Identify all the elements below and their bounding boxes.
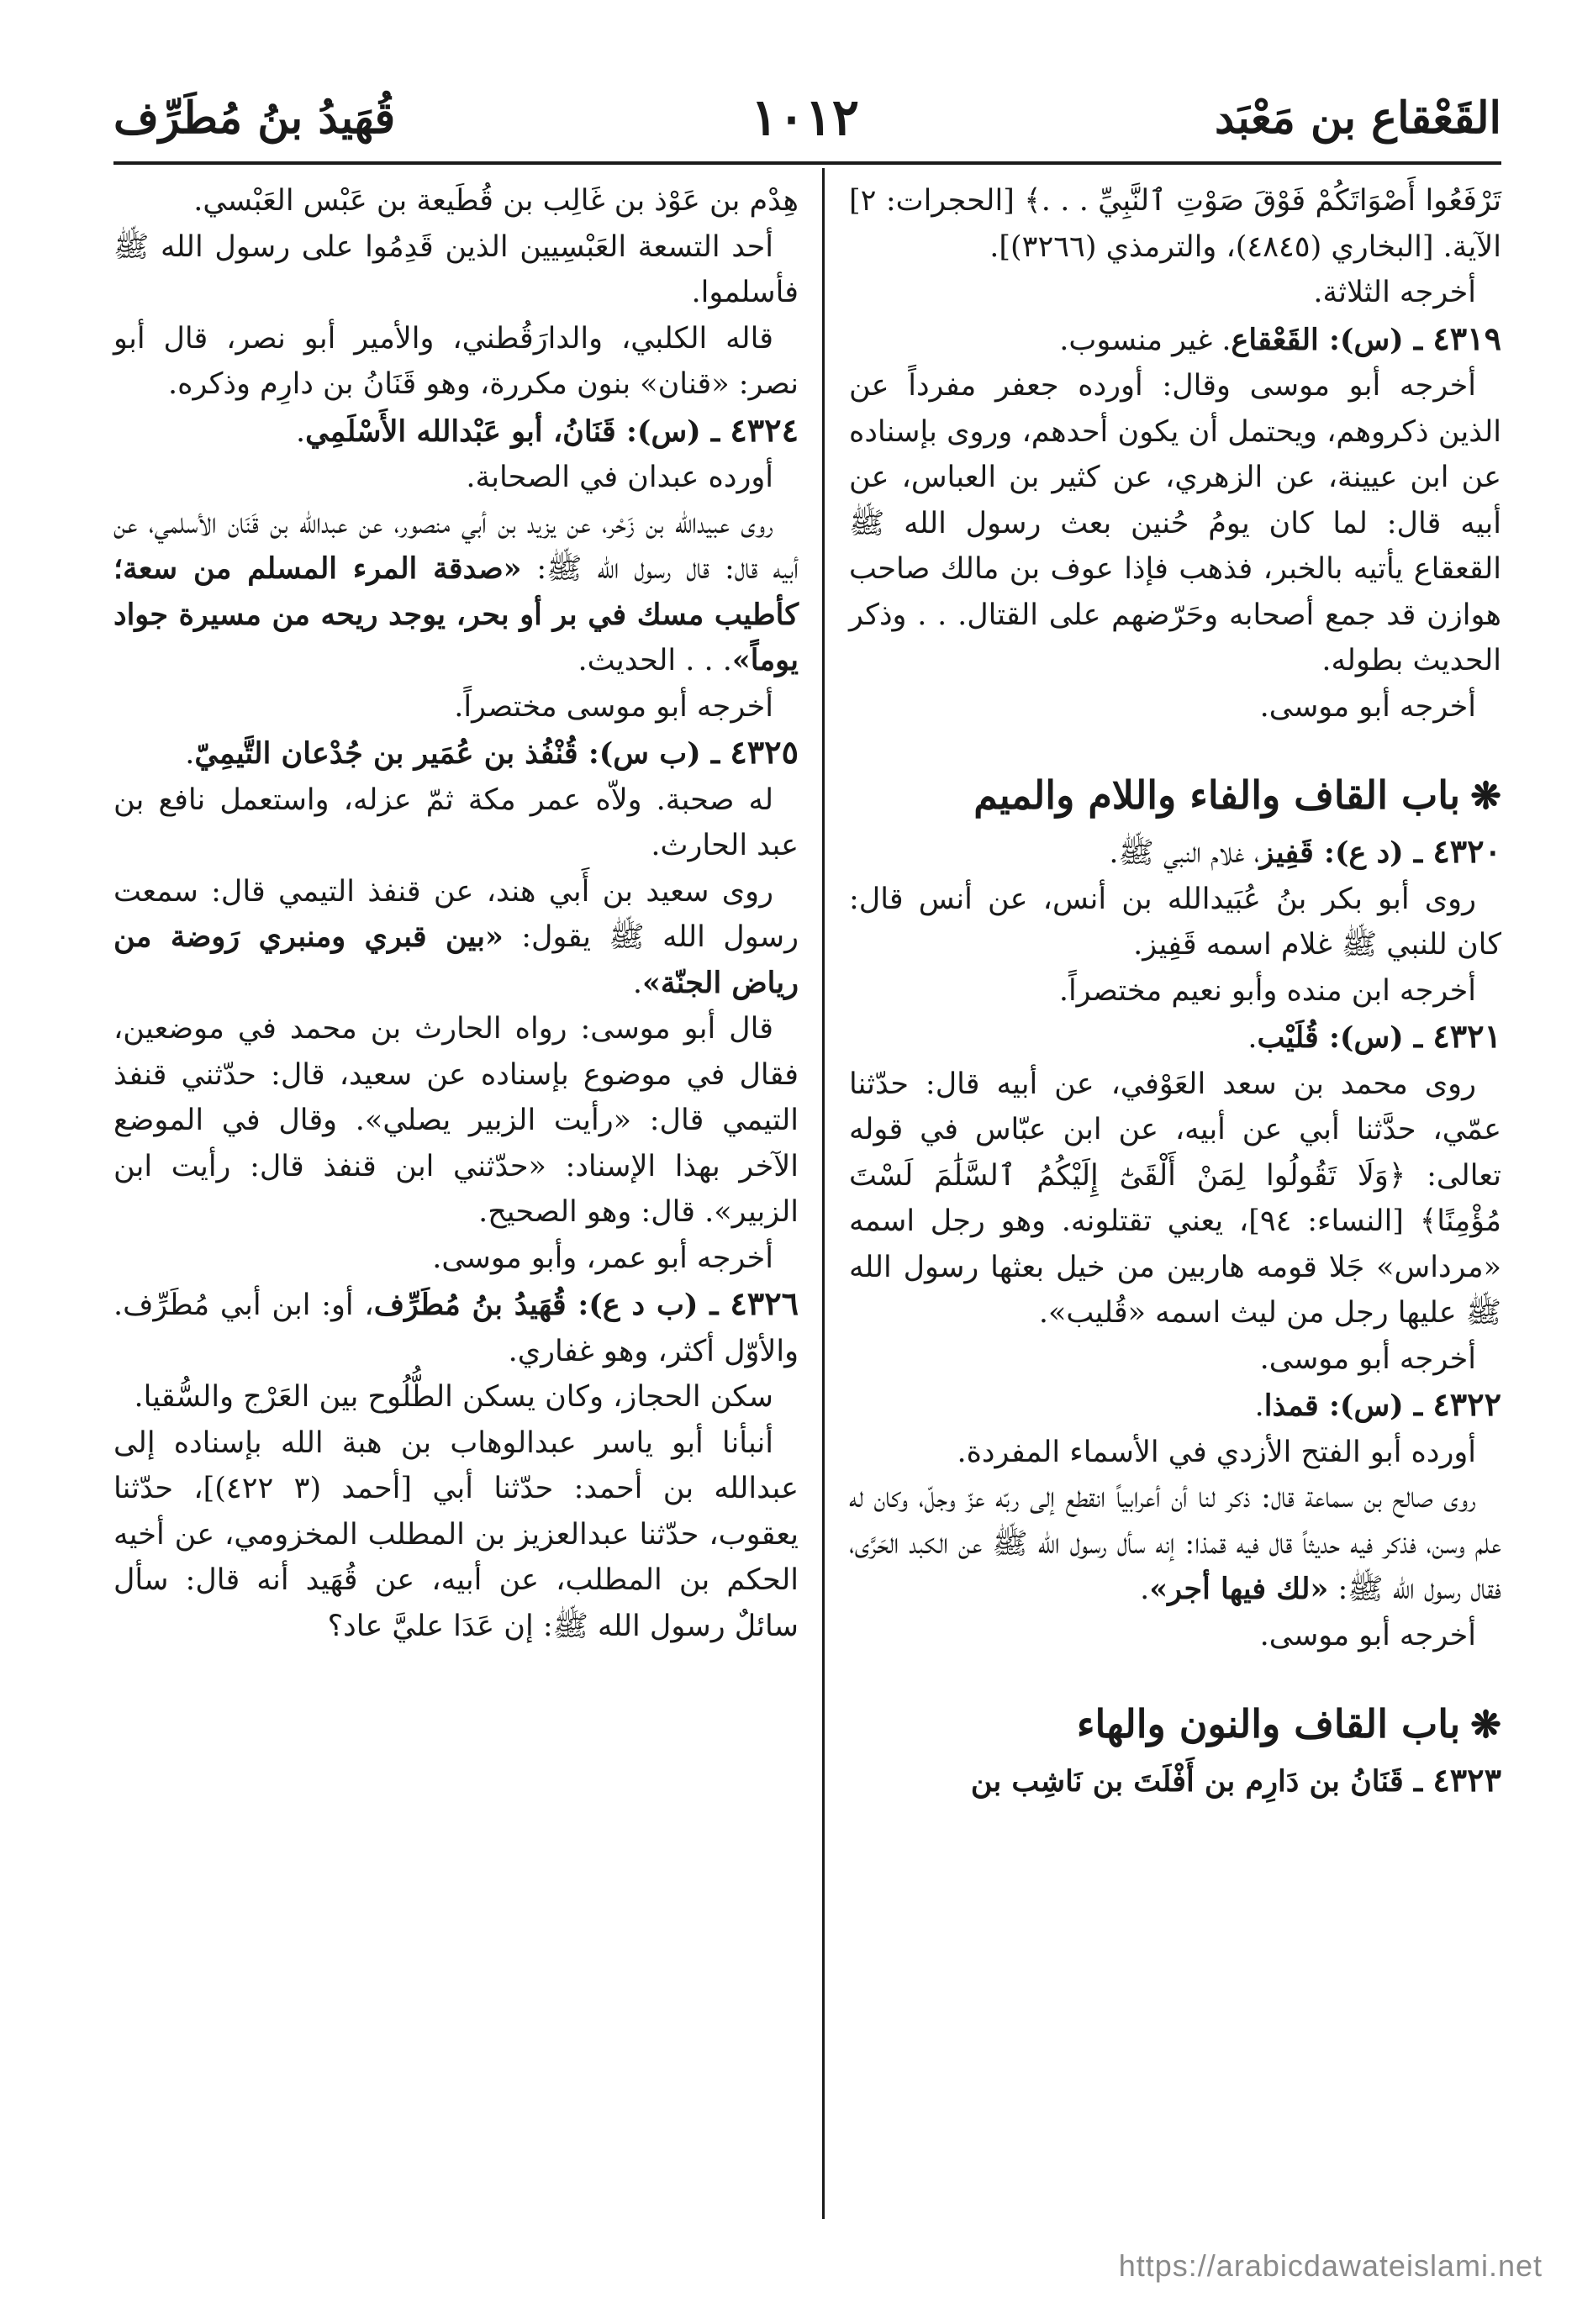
entry-number: ٤٣٢١ [1432, 1017, 1501, 1055]
text-run: روى سعيد بن أَبي هند، عن قنفذ التيمي قال: سمعت رسول الله ﷺ يقول: [113, 874, 799, 954]
entry-4319 [849, 316, 1501, 364]
section-title-text: باب القاف والنون والهاء [1076, 1701, 1461, 1747]
paragraph: أخرجه أبو موسى مختصراً. [454, 689, 773, 724]
entry-text: ، غلام النبي ﷺ. [1109, 836, 1260, 870]
entry-heading: ـ قَنَانُ بن دَارِم بن أَفْلَتَ بن نَاشِب بن [970, 1764, 1433, 1799]
page-number: ١٠١٢ [751, 88, 860, 147]
paragraph: أورده أبو الفتح الأزدي في الأسماء المفردة. [957, 1435, 1476, 1469]
entry-4323 [849, 1757, 1501, 1805]
entry-heading: ـ (س): قمذا [1263, 1389, 1433, 1423]
hadith-quote: «صدقة المرء المسلم من سعة؛ كأطيب مسك في بر أو بحر، يوجد ريحه من مسيرة جواد يوماً» [113, 551, 799, 677]
entry-text: . [185, 737, 195, 771]
entry-number: ٤٣٢٦ [730, 1284, 799, 1322]
paragraph: أورده عبدان في الصحابة. [466, 461, 773, 494]
entry-4324 [113, 408, 799, 456]
entry-number: ٤٣٢٥ [730, 733, 799, 771]
text-run: روى عبيدالله بن زَحْر، عن يزيد بن أبي منصور، عن عبدالله بن قَنَان الأسلمي، عن أبيه قال: قال رسول الله ﷺ: [113, 506, 799, 586]
column-divider [822, 168, 825, 2219]
paragraph: أخرجه أبو موسى. [1259, 1341, 1476, 1376]
entry-heading: ـ (س): القَعْقاع [1231, 322, 1433, 357]
text-run: . . . الحديث. [578, 644, 732, 677]
paragraph [849, 1475, 1501, 1613]
paragraph: أخرجه أبو موسى. [1259, 1618, 1476, 1652]
section-title-text: باب القاف والفاء واللام والميم [973, 772, 1461, 818]
entry-number: ٤٣٢٣ [1432, 1761, 1501, 1799]
entry-number: ٤٣٢٤ [730, 410, 799, 449]
entry-text: ، أو: ابن أبي مُطَرِّف. والأوّل أكثر، وهو غفاري. [113, 1288, 799, 1368]
paragraph [113, 869, 799, 1007]
paragraph: تَرْفَعُوا أَصْوَاتَكُمْ فَوْقَ صَوْتِ ٱلنَّبِيِّ . . .﴾ [الحجرات: ٢] الآية. [البخاري (٤٨٤٥)، والترمذي (٣٢٦٦)]. [849, 184, 1501, 264]
entry-number: ٤٣١٩ [1432, 319, 1501, 357]
entry-4322 [849, 1382, 1501, 1430]
header-left-title: قُهَيدُ بنُ مُطَرِّف [113, 92, 396, 144]
paragraph: هِدْم بن عَوْذ بن غَالِب بن قُطَيعة بن عَبْس العَبْسي. [193, 184, 799, 218]
flower-ornament-icon: ❋ [1470, 1704, 1501, 1747]
entry-text: . [1254, 1389, 1264, 1423]
entry-text: . غير منسوب. [1059, 323, 1232, 357]
entry-4321 [849, 1014, 1501, 1062]
entry-heading: ـ (س): قَنَانُ، أبو عَبْدالله الأَسْلَمِي [305, 414, 730, 449]
paragraph: أحد التسعة العَبْسِيين الذين قَدِمُوا على رسول الله ﷺ فأسلموا. [113, 229, 799, 309]
paragraph: أخرجه أبو عمر، وأبو موسى. [432, 1241, 773, 1275]
paragraph: سكن الحجاز، وكان يسكن الطُّلُوح بين العَرْج والسُّقيا. [134, 1380, 773, 1414]
header-right-title: القَعْقاع بن مَعْبَد [1214, 92, 1501, 144]
paragraph [113, 501, 799, 684]
text-run: . [1140, 1573, 1150, 1606]
section-heading [849, 1699, 1501, 1751]
paragraph: أخرجه الثلاثة. [1313, 276, 1476, 309]
entry-heading: ـ (ب د ع): قُهَيدُ بنُ مُطَرِّف [373, 1288, 730, 1322]
paragraph: أخرجه ابن منده وأبو نعيم مختصراً. [1058, 973, 1476, 1008]
entry-heading: ـ (د ع): قَفِيز [1259, 835, 1433, 870]
paragraph: روى أبو بكر بنُ عُبَيدالله بن أنس، عن أنس قال: كان للنبي ﷺ غلام اسمه قَفِيز. [849, 882, 1501, 962]
entry-number: ٤٣٢٢ [1432, 1385, 1501, 1423]
entry-number: ٤٣٢٠ [1432, 832, 1501, 870]
entry-4320 [849, 829, 1501, 877]
hadith-quote: «لك فيها أجر» [1149, 1572, 1329, 1606]
paragraph: روى محمد بن سعد العَوْفي، عن أبيه قال: حدّثنا عمّي، حدَّثنا أبي عن أبيه، عن ابن عبّاس في قوله تعالى: ﴿وَلَا تَقُولُوا لِمَنْ أَلْقَىٰٓ إِلَيْكُمُ ٱلسَّلَٰمَ لَسْتَ مُؤْمِنًا﴾ [النساء: ٩٤]، يعني تقتلونه. وهو رجل اسمه «مرداس» جَلا قومه هاربين من خيل بعثها رسول الله ﷺ عليها رجل من ليث اسمه «قُليب». [849, 1067, 1501, 1330]
paragraph: له صحبة. ولاّه عمر مكة ثمّ عزله، واستعمل نافع بن عبد الحارث. [113, 783, 799, 862]
flower-ornament-icon: ❋ [1470, 775, 1501, 818]
section-heading [849, 770, 1501, 822]
paragraph: قاله الكلبي، والدارَقُطني، والأمير أبو نصر، قال أبو نصر: «قنان» بنون مكررة، وهو قَنَانُ بن دارِم وذكره. [113, 321, 799, 401]
paragraph: قال أبو موسى: رواه الحارث بن محمد في موضعين، فقال في موضوع بإسناده عن سعيد، قال: حدّثني قنفذ التيمي قال: «رأيت الزبير يصلي». وقال في الموضع الآخر بهذا الإسناد: «حدّثني ابن قنفذ قال: رأيت ابن الزبير». قال: وهو الصحيح. [113, 1012, 799, 1229]
header-rule [113, 161, 1501, 165]
running-header [113, 80, 1501, 155]
text-run: روى صالح بن سماعة قال: ذكر لنا أن أعرابياً انقطع إلى ربّه عزّ وجلّ، وكان له علم وسن، فذكر فيه حديثاً قال فيه قمذا: إنه سأل رسول الله ﷺ عن الكبد الحَرَّى، فقال رسول الله ﷺ: [849, 1481, 1501, 1606]
left-column [113, 178, 799, 1649]
text-run: . [632, 966, 642, 1000]
paragraph: أخرجه أبو موسى وقال: أورده جعفر مفرداً عن الذين ذكروهم، ويحتمل أن يكون أحدهم، وروى بإسناده عن ابن عيينة، عن الزهري، عن كثير بن العباس، عن أبيه قال: لما كان يومُ حُنين بعث رسول الله ﷺ القعقاع يأتيه بالخبر، فذهب فإذا عوف بن مالك صاحب هوازن قد جمع أصحابه وحَرّضهم على القتال. . . وذكر الحديث بطوله. [849, 369, 1501, 677]
entry-4325 [113, 730, 799, 777]
entry-text: . [296, 414, 306, 449]
entry-heading: ـ (ب س): قُنْفُذ بن عُمَير بن جُدْعان التَّيمِيّ [194, 736, 730, 771]
entry-heading: ـ (س): قُلَيْب [1257, 1020, 1433, 1055]
paragraph: أخرجه أبو موسى. [1259, 689, 1476, 724]
paragraph: أنبأنا أبو ياسر عبدالوهاب بن هبة الله بإسناده إلى عبدالله بن أحمد: حدّثنا أبي [أحمد (٣ ٤٢٢)]، حدّثنا يعقوب، حدّثنا عبدالعزيز بن المطلب المخزومي، عن أخيه الحكم بن المطلب، عن أبيه، عن قُهَيد أنه قال: سأل سائلٌ رسول الله ﷺ: إن عَدَا عليَّ عاد؟ [113, 1425, 799, 1643]
entry-4326 [113, 1281, 799, 1374]
right-column [849, 178, 1501, 1805]
hadith-quote: «بين قبري ومنبري رَوضة من رياض الجنّة» [113, 920, 799, 1000]
entry-text: . [1247, 1021, 1258, 1055]
watermark-url: https://arabicdawateislami.net [1118, 2248, 1543, 2283]
